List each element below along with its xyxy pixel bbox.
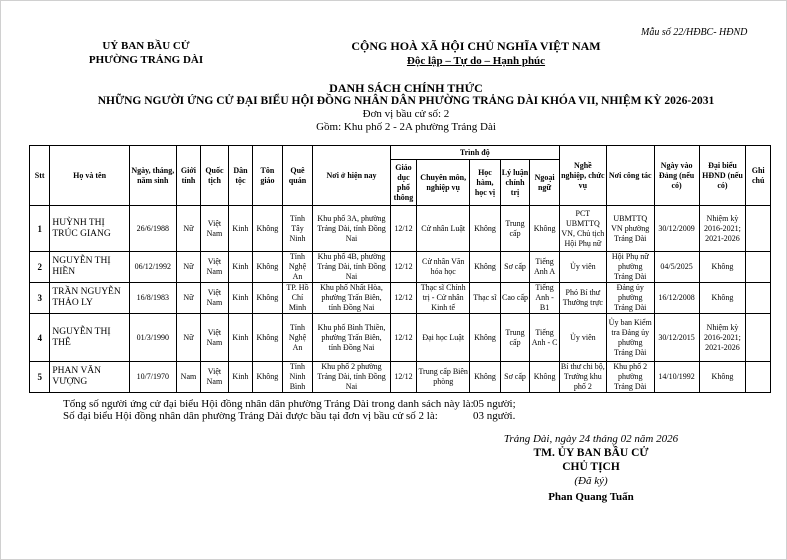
col-stt: Stt — [30, 146, 50, 206]
cell-party-date: 30/12/2009 — [654, 206, 699, 252]
form-number: Mẫu số 22/HĐBC- HĐND — [641, 27, 748, 38]
cell-degree: Không — [470, 362, 501, 393]
cell-gender: Nam — [176, 362, 200, 393]
cell-specialty: Đại học Luật — [417, 314, 470, 362]
cell-nationality: Việt Nam — [201, 362, 229, 393]
signer-name: Phan Quang Tuấn — [548, 491, 634, 503]
cell-nationality: Việt Nam — [201, 283, 229, 314]
cell-occupation: Ủy viên — [559, 314, 606, 362]
cell-dob: 06/12/1992 — [129, 252, 176, 283]
cell-dob: 10/7/1970 — [129, 362, 176, 393]
cell-name: PHAN VĂN VƯỢNG — [50, 362, 129, 393]
cell-stt: 4 — [30, 314, 50, 362]
national-motto — [331, 39, 621, 69]
cell-ethnicity: Kinh — [228, 283, 252, 314]
cell-workplace: Hội Phụ nữ phường Trảng Dài — [606, 252, 654, 283]
cell-gender: Nữ — [176, 283, 200, 314]
cell-note — [746, 314, 771, 362]
cell-hometown: Tỉnh Nghệ An — [282, 252, 313, 283]
col-name: Họ và tên — [50, 146, 129, 206]
col-degree: Học hàm, học vị — [470, 160, 501, 206]
cell-specialty: Thạc sĩ Chính trị - Cử nhân Kinh tế — [417, 283, 470, 314]
summary — [63, 398, 623, 422]
title-line2: NHỮNG NGƯỜI ỨNG CỬ ĐẠI BIỂU HỘI ĐỒNG NHÂN DÂN PHƯỜNG TRẢNG DÀI KHÓA VII, NHIỆM KỲ 2026-2031 — [97, 95, 715, 107]
col-political: Lý luận chính trị — [500, 160, 530, 206]
signature-status: (Đã ký) — [574, 475, 608, 487]
total-label: Tổng số người ứng cử đại biểu Hội đồng nhân dân phường Trảng Dài trong danh sách này là: — [63, 398, 474, 410]
cell-workplace: UBMTTQ VN phường Trảng Dài — [606, 206, 654, 252]
cell-gender: Nữ — [176, 206, 200, 252]
cell-delegate: Không — [699, 252, 746, 283]
cell-political: Trung cấp — [500, 314, 530, 362]
cell-stt: 5 — [30, 362, 50, 393]
table-row — [30, 252, 771, 283]
cell-party-date: 16/12/2008 — [654, 283, 699, 314]
cell-hometown: Tỉnh Nghệ An — [282, 314, 313, 362]
cell-name: NGUYỄN THỊ HIỀN — [50, 252, 129, 283]
col-general-edu: Giáo dục phổ thông — [390, 160, 416, 206]
place-date: Trảng Dài, ngày 24 tháng 02 năm 2026 — [503, 433, 679, 445]
cell-delegate: Không — [699, 283, 746, 314]
cell-occupation: Ủy viên — [559, 252, 606, 283]
col-gender: Giới tính — [176, 146, 200, 206]
cell-residence: Khu phố 3A, phường Trảng Dài, tỉnh Đồng Nai — [313, 206, 390, 252]
signature-org: TM. ỦY BAN BẦU CỬ — [533, 447, 649, 459]
cell-stt: 1 — [30, 206, 50, 252]
cell-name: HUỲNH THỊ TRÚC GIANG — [50, 206, 129, 252]
cell-degree: Thạc sĩ — [470, 283, 501, 314]
cell-political: Sơ cấp — [500, 252, 530, 283]
cell-delegate: Nhiệm kỳ 2016-2021; 2021-2026 — [699, 206, 746, 252]
cell-language: Không — [530, 206, 560, 252]
seats-value: 03 người. — [473, 410, 516, 422]
cell-nationality: Việt Nam — [201, 314, 229, 362]
cell-general-edu: 12/12 — [390, 314, 416, 362]
table-row — [30, 362, 771, 393]
col-religion: Tôn giáo — [253, 146, 283, 206]
col-occupation: Nghề nghiệp, chức vụ — [559, 146, 606, 206]
table-row — [30, 314, 771, 362]
cell-nationality: Việt Nam — [201, 252, 229, 283]
cell-party-date: 14/10/1992 — [654, 362, 699, 393]
cell-residence: Khu phố 2 phường Trảng Dài, tỉnh Đồng Nai — [313, 362, 390, 393]
title-line4: Gồm: Khu phố 2 - 2A phường Trảng Dài — [316, 121, 496, 133]
cell-religion: Không — [253, 283, 283, 314]
cell-political: Cao cấp — [500, 283, 530, 314]
cell-language: Tiếng Anh - C — [530, 314, 560, 362]
cell-dob: 26/6/1988 — [129, 206, 176, 252]
col-delegate: Đại biểu HĐND (nếu có) — [699, 146, 746, 206]
col-dob: Ngày, tháng, năm sinh — [129, 146, 176, 206]
table-row — [30, 206, 771, 252]
issuer-line2: PHƯỜNG TRẢNG DÀI — [88, 54, 204, 66]
cell-general-edu: 12/12 — [390, 206, 416, 252]
col-note: Ghi chú — [746, 146, 771, 206]
cell-party-date: 30/12/2015 — [654, 314, 699, 362]
cell-gender: Nữ — [176, 252, 200, 283]
cell-religion: Không — [253, 252, 283, 283]
cell-specialty: Cử nhân Luật — [417, 206, 470, 252]
cell-general-edu: 12/12 — [390, 283, 416, 314]
cell-workplace: Khu phố 2 phường Trảng Dài — [606, 362, 654, 393]
col-residence: Nơi ở hiện nay — [313, 146, 390, 206]
issuer-header — [61, 39, 231, 67]
cell-workplace: Đảng ủy phường Trảng Dài — [606, 283, 654, 314]
cell-delegate: Không — [699, 362, 746, 393]
col-hometown: Quê quán — [282, 146, 313, 206]
cell-degree: Không — [470, 252, 501, 283]
cell-residence: Khu phố Nhất Hòa, phường Trấn Biên, tỉnh Đồng Nai — [313, 283, 390, 314]
cell-ethnicity: Kinh — [228, 314, 252, 362]
cell-party-date: 04/5/2025 — [654, 252, 699, 283]
cell-political: Trung cấp — [500, 206, 530, 252]
cell-specialty: Cử nhân Văn hóa học — [417, 252, 470, 283]
title-line3: Đơn vị bầu cử số: 2 — [362, 108, 450, 120]
cell-hometown: Tỉnh Tây Ninh — [282, 206, 313, 252]
col-education: Trình độ — [390, 146, 559, 160]
cell-nationality: Việt Nam — [201, 206, 229, 252]
cell-ethnicity: Kinh — [228, 252, 252, 283]
cell-name: NGUYỄN THỊ THÊ — [50, 314, 129, 362]
cell-religion: Không — [253, 314, 283, 362]
candidate-table — [29, 145, 771, 393]
cell-general-edu: 12/12 — [390, 252, 416, 283]
cell-general-edu: 12/12 — [390, 362, 416, 393]
cell-religion: Không — [253, 206, 283, 252]
cell-gender: Nữ — [176, 314, 200, 362]
cell-dob: 01/3/1990 — [129, 314, 176, 362]
cell-occupation: PCT UBMTTQ VN, Chủ tịch Hội Phụ nữ — [559, 206, 606, 252]
cell-language: Tiếng Anh A — [530, 252, 560, 283]
cell-note — [746, 283, 771, 314]
cell-ethnicity: Kinh — [228, 362, 252, 393]
col-specialty: Chuyên môn, nghiệp vụ — [417, 160, 470, 206]
col-nationality: Quốc tịch — [201, 146, 229, 206]
cell-occupation: Phó Bí thư Thường trực — [559, 283, 606, 314]
col-ethnicity: Dân tộc — [228, 146, 252, 206]
cell-degree: Không — [470, 206, 501, 252]
cell-note — [746, 206, 771, 252]
col-language: Ngoại ngữ — [530, 160, 560, 206]
issuer-line1: UỶ BAN BẦU CỬ — [102, 40, 190, 52]
title-line1: DANH SÁCH CHÍNH THỨC — [329, 81, 483, 95]
cell-delegate: Nhiệm kỳ 2016-2021; 2021-2026 — [699, 314, 746, 362]
cell-note — [746, 252, 771, 283]
cell-dob: 16/8/1983 — [129, 283, 176, 314]
cell-ethnicity: Kinh — [228, 206, 252, 252]
cell-hometown: Tỉnh Ninh Bình — [282, 362, 313, 393]
cell-religion: Không — [253, 362, 283, 393]
cell-language: Không — [530, 362, 560, 393]
seats-label: Số đại biểu Hội đồng nhân dân phường Trảng Dài được bầu tại đơn vị bầu cử số 2 là: — [63, 410, 438, 422]
cell-residence: Khu phố Bình Thiền, phường Trấn Biên, tỉnh Đồng Nai — [313, 314, 390, 362]
cell-language: Tiếng Anh - B1 — [530, 283, 560, 314]
col-party-date: Ngày vào Đảng (nếu có) — [654, 146, 699, 206]
motto-line1: CỘNG HOÀ XÃ HỘI CHỦ NGHĨA VIỆT NAM — [351, 39, 601, 53]
cell-residence: Khu phố 4B, phường Trảng Dài, tỉnh Đồng Nai — [313, 252, 390, 283]
cell-degree: Không — [470, 314, 501, 362]
cell-stt: 2 — [30, 252, 50, 283]
table-body — [30, 206, 771, 393]
cell-political: Sơ cấp — [500, 362, 530, 393]
cell-occupation: Bí thư chi bộ, Trưởng khu phố 2 — [560, 362, 605, 391]
signature-role: CHỦ TỊCH — [562, 461, 620, 473]
table-row — [30, 283, 771, 314]
total-value: 05 người; — [473, 398, 516, 410]
motto-line2: Độc lập – Tự do – Hạnh phúc — [406, 55, 546, 67]
document-title — [41, 82, 771, 134]
signature-block — [451, 432, 731, 504]
cell-name: TRẦN NGUYỄN THẢO LY — [50, 283, 129, 314]
col-workplace: Nơi công tác — [606, 146, 654, 206]
cell-note — [746, 362, 771, 393]
cell-stt: 3 — [30, 283, 50, 314]
cell-hometown: TP. Hồ Chí Minh — [282, 283, 313, 314]
cell-workplace: Ủy ban Kiểm tra Đảng ủy phường Trảng Dài — [606, 314, 654, 362]
cell-specialty: Trung cấp Biên phòng — [417, 362, 470, 393]
